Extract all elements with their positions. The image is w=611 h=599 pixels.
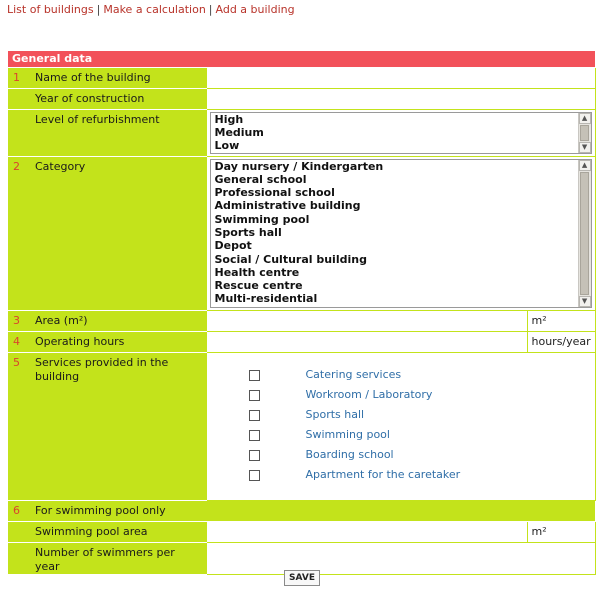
nav-link-make-a-calculation[interactable]: Make a calculation: [103, 3, 206, 16]
listbox-option[interactable]: Professional school: [214, 186, 335, 200]
refurbishment-level-label: Level of refurbishment: [28, 109, 206, 156]
scroll-down-arrow-icon[interactable]: ▼: [579, 296, 591, 307]
nav-link-list-of-buildings[interactable]: List of buildings: [7, 3, 94, 16]
scrollbar-thumb[interactable]: [580, 125, 589, 141]
nav-separator: |: [96, 3, 101, 16]
services-checklist: [206, 352, 595, 500]
service-option-catering[interactable]: [207, 367, 595, 387]
checkbox[interactable]: [249, 470, 260, 481]
nav-link-add-a-building[interactable]: Add a building: [215, 3, 295, 16]
category-listbox[interactable]: [210, 159, 592, 308]
swimming-pool-section-fill: [206, 500, 595, 521]
area-input[interactable]: [206, 310, 527, 331]
category-label: Category: [28, 156, 206, 310]
checkbox[interactable]: [249, 450, 260, 461]
checkbox[interactable]: [249, 390, 260, 401]
swimmers-per-year-input[interactable]: [206, 542, 595, 574]
row-number-empty: [8, 88, 28, 109]
service-option-boarding-school[interactable]: [207, 447, 595, 467]
listbox-option[interactable]: Health centre: [214, 265, 300, 279]
scroll-down-arrow-icon[interactable]: ▼: [579, 142, 591, 153]
scroll-up-arrow-icon[interactable]: ▲: [579, 160, 591, 171]
listbox-option[interactable]: Rescue centre: [214, 279, 303, 293]
checkbox[interactable]: [249, 430, 260, 441]
section-header: General data: [8, 51, 595, 67]
swimming-pool-area-unit: m²: [527, 521, 595, 542]
area-unit: m²: [527, 310, 595, 331]
row-number: 3: [8, 310, 28, 331]
scrollbar-thumb[interactable]: [580, 172, 589, 295]
year-of-construction-input[interactable]: [206, 88, 595, 109]
checkbox[interactable]: [249, 410, 260, 421]
swimmers-per-year-label: Number of swimmers per year: [28, 542, 206, 574]
swimming-pool-area-label: Swimming pool area: [28, 521, 206, 542]
listbox-scrollbar[interactable]: [578, 160, 591, 307]
listbox-option[interactable]: Multi-residential: [214, 292, 318, 306]
building-name-label: Name of the building: [28, 67, 206, 88]
checkbox[interactable]: [249, 370, 260, 381]
service-label[interactable]: Catering services: [305, 367, 402, 381]
listbox-option[interactable]: Depot: [214, 239, 252, 253]
service-option-caretaker-apartment[interactable]: [207, 467, 595, 487]
listbox-option[interactable]: Low: [214, 139, 240, 153]
row-number: 6: [8, 500, 28, 521]
row-number: 5: [8, 352, 28, 500]
service-label[interactable]: Sports hall: [305, 407, 365, 421]
listbox-option[interactable]: High: [214, 112, 244, 126]
scroll-up-arrow-icon[interactable]: ▲: [579, 113, 591, 124]
row-number-empty: [8, 109, 28, 156]
service-label[interactable]: Apartment for the caretaker: [305, 467, 461, 481]
row-number-empty: [8, 521, 28, 542]
row-number: 2: [8, 156, 28, 310]
operating-hours-unit: hours/year: [527, 331, 595, 352]
operating-hours-label: Operating hours: [28, 331, 206, 352]
refurbishment-level-listbox[interactable]: [210, 112, 592, 154]
swimming-pool-only-label: For swimming pool only: [28, 500, 206, 521]
service-option-sports-hall[interactable]: [207, 407, 595, 427]
row-number: 4: [8, 331, 28, 352]
top-navigation: [7, 3, 295, 16]
service-option-workroom[interactable]: [207, 387, 595, 407]
service-option-swimming-pool[interactable]: [207, 427, 595, 447]
swimming-pool-area-input[interactable]: [206, 521, 527, 542]
operating-hours-input[interactable]: [206, 331, 527, 352]
service-label[interactable]: Workroom / Laboratory: [305, 387, 433, 401]
year-of-construction-label: Year of construction: [28, 88, 206, 109]
nav-separator: |: [208, 3, 213, 16]
listbox-option[interactable]: Swimming pool: [214, 212, 310, 226]
row-number-empty: [8, 542, 28, 574]
listbox-option[interactable]: General school: [214, 172, 307, 186]
service-label[interactable]: Swimming pool: [305, 427, 390, 441]
building-name-input[interactable]: [206, 67, 595, 88]
listbox-option[interactable]: Day nursery / Kindergarten: [214, 159, 384, 173]
listbox-option[interactable]: Medium: [214, 125, 264, 139]
listbox-option[interactable]: Administrative building: [214, 199, 361, 213]
service-label[interactable]: Boarding school: [305, 447, 394, 461]
listbox-option[interactable]: Sports hall: [214, 225, 282, 239]
save-button[interactable]: SAVE: [284, 570, 320, 586]
area-label: Area (m²): [28, 310, 206, 331]
general-data-form: [8, 51, 596, 575]
listbox-option[interactable]: Social / Cultural building: [214, 252, 367, 266]
row-number: 1: [8, 67, 28, 88]
services-label: Services provided in the building: [28, 352, 206, 500]
listbox-scrollbar[interactable]: [578, 113, 591, 153]
